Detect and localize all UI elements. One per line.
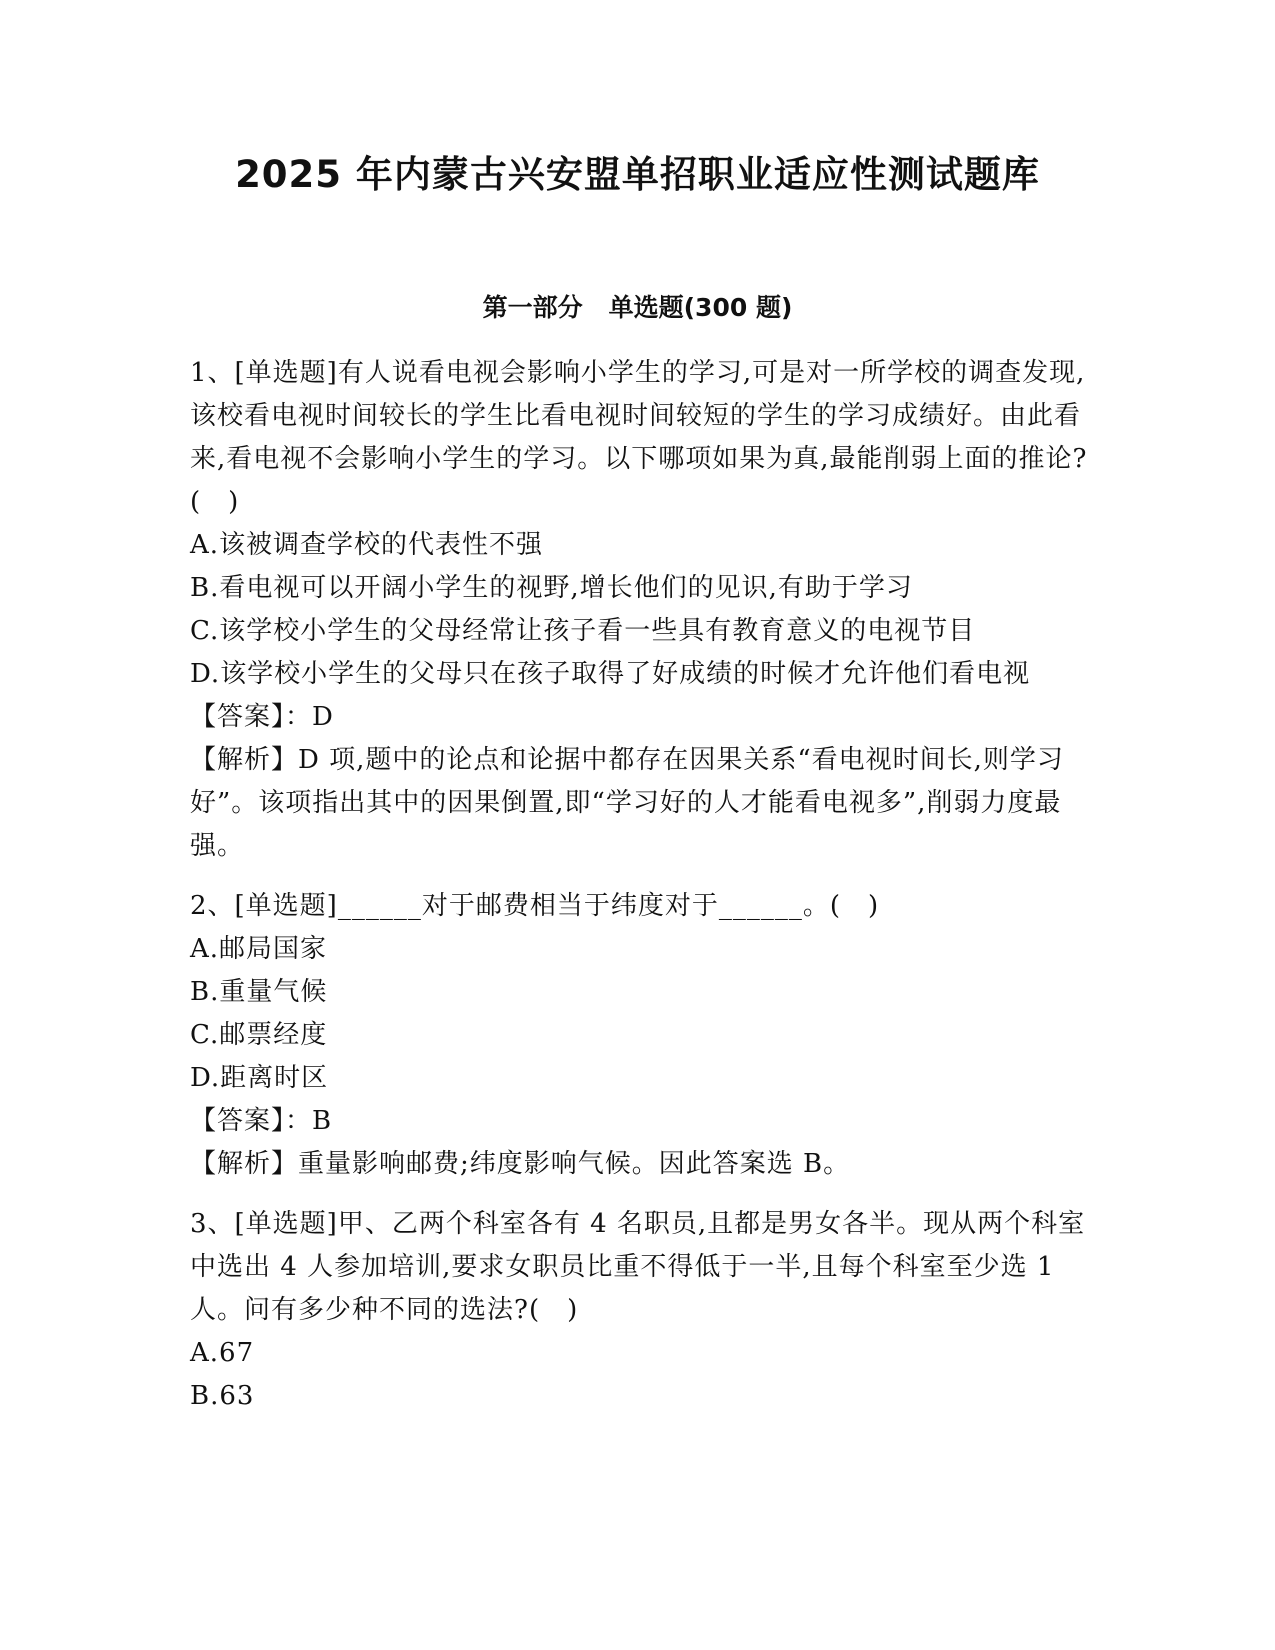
answer: 【答案】：B [190,1106,333,1136]
question-list [190,352,1090,1435]
answer: 【答案】：D [190,702,334,732]
analysis: 【解析】重量影响邮费;纬度影响气候。因此答案选 B。 [190,1149,851,1179]
option-d: D.距离时区 [190,1063,329,1093]
option-a: A.该被调查学校的代表性不强 [190,530,544,560]
analysis: 【解析】D 项,题中的论点和论据中都存在因果关系“看电视时间长,则学习好”。该项指出其中的因果倒置,即“学习好的人才能看电视多”,削弱力度最强。 [190,745,1064,861]
option-b: B.重量气候 [190,977,328,1007]
question-2 [190,885,1090,1186]
option-b: B.看电视可以开阔小学生的视野,增长他们的见识,有助于学习 [190,573,913,603]
question-stem: 3、[单选题]甲、乙两个科室各有 4 名职员,且都是男女各半。现从两个科室中选出 4 人参加培训,要求女职员比重不得低于一半,且每个科室至少选 1 人。问有多少种不同的选法?( ) [190,1209,1086,1325]
question-stem: 1、[单选题]有人说看电视会影响小学生的学习,可是对一所学校的调查发现,该校看电视时间较长的学生比看电视时间较短的学生的学习成绩好。由此看来,看电视不会影响小学生的学习。以下哪项如果为真,最能削弱上面的推论?( ) [190,358,1088,517]
question-1 [190,352,1090,868]
option-b: B.63 [190,1381,255,1411]
question-3 [190,1203,1090,1418]
option-a: A.67 [190,1338,255,1368]
option-c: C.邮票经度 [190,1020,328,1050]
section-heading [0,290,1275,326]
question-stem: 2、[单选题]______对于邮费相当于纬度对于______。( ) [190,891,880,921]
option-c: C.该学校小学生的父母经常让孩子看一些具有教育意义的电视节目 [190,616,976,646]
section-label: 第一部分 [482,293,583,322]
section-name: 单选题(300 题) [608,293,793,322]
option-a: A.邮局国家 [190,934,328,964]
document-title: 2025 年内蒙古兴安盟单招职业适应性测试题库 [235,153,1040,196]
option-d: D.该学校小学生的父母只在孩子取得了好成绩的时候才允许他们看电视 [190,659,1031,689]
